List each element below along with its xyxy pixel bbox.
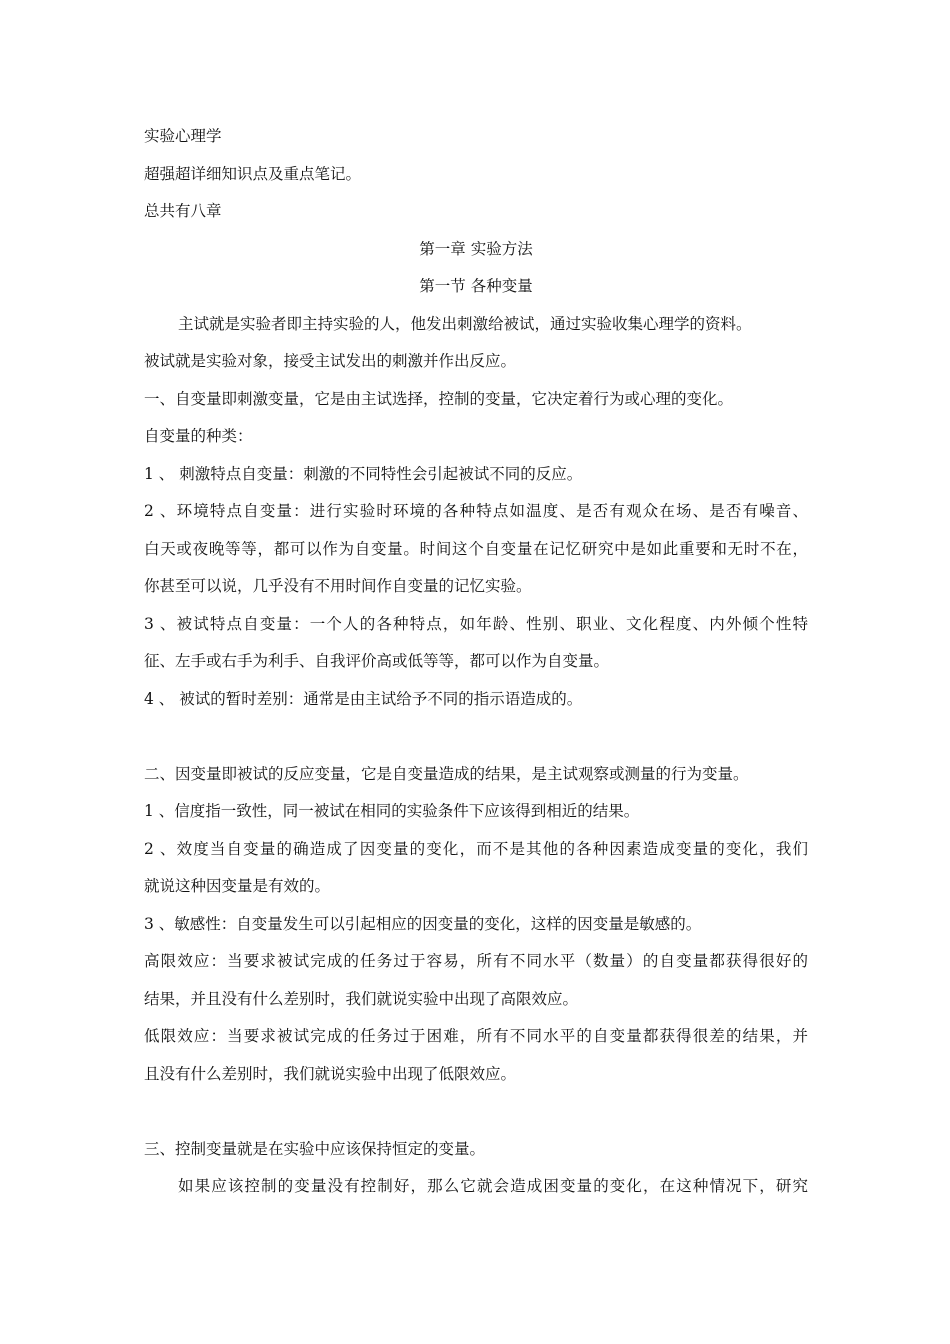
dv-item-2-line: 2 、效度当自变量的确造成了因变量的变化，而不是其他的各种因素造成变量的变化，我们	[144, 839, 808, 858]
independent-variable-definition: 一、自变量即刺激变量，它是由主试选择，控制的变量，它决定着行为或心理的变化。	[144, 389, 734, 408]
chapter-heading: 第一章 实验方法	[419, 239, 533, 258]
paragraph-gap	[144, 718, 808, 756]
floor-effect-line: 低限效应：当要求被试完成的任务过于困难，所有不同水平的自变量都获得很差的结果，并	[144, 1027, 808, 1045]
iv-item-2-line: 2 、环境特点自变量：进行实验时环境的各种特点如温度、是否有观众在场、是否有噪音、	[144, 502, 808, 520]
floor-effect-line: 且没有什么差别时，我们就说实验中出现了低限效应。	[144, 1064, 517, 1083]
intro-paragraph-line: 被试就是实验对象，接受主试发出的刺激并作出反应。	[144, 352, 517, 370]
dv-item-2-line: 就说这种因变量是有效的。	[144, 877, 331, 895]
iv-types-title: 自变量的种类：	[144, 427, 253, 445]
iv-item-4: 4 、 被试的暂时差别：通常是由主试给予不同的指示语造成的。	[144, 689, 583, 708]
chapters-total: 总共有八章	[144, 202, 222, 220]
iv-item-3-line: 征、左手或右手为利手、自我评价高或低等等，都可以作为自变量。	[144, 652, 610, 670]
ceiling-effect-line: 结果，并且没有什么差别时，我们就说实验中出现了高限效应。	[144, 989, 579, 1008]
document-title: 实验心理学	[144, 127, 222, 145]
document-page	[144, 118, 808, 1206]
section-heading: 第一节 各种变量	[419, 277, 533, 295]
dv-item-1: 1 、信度指一致性，同一被试在相同的实验条件下应该得到相近的结果。	[144, 802, 640, 820]
iv-item-3-line: 3 、被试特点自变量：一个人的各种特点，如年龄、性别、职业、文化程度、内外倾个性特	[144, 614, 808, 633]
intro-paragraph-line: 主试就是实验者即主持实验的人，他发出刺激给被试，通过实验收集心理学的资料。	[178, 314, 752, 333]
dv-item-3: 3 、敏感性：自变量发生可以引起相应的因变量的变化，这样的因变量是敏感的。	[144, 914, 702, 933]
document-subtitle: 超强超详细知识点及重点笔记。	[144, 164, 362, 183]
iv-item-2-line: 白天或夜晚等等，都可以作为自变量。时间这个自变量在记忆研究中是如此重要和无时不在，	[144, 539, 808, 558]
control-variable-definition: 三、控制变量就是在实验中应该保持恒定的变量。	[144, 1139, 486, 1158]
dependent-variable-definition: 二、因变量即被试的反应变量，它是自变量造成的结果，是主试观察或测量的行为变量。	[144, 764, 749, 783]
ceiling-effect-line: 高限效应：当要求被试完成的任务过于容易，所有不同水平（数量）的自变量都获得很好的	[144, 952, 808, 970]
iv-item-1: 1 、 刺激特点自变量：刺激的不同特性会引起被试不同的反应。	[144, 464, 583, 483]
control-variable-paragraph-line: 如果应该控制的变量没有控制好，那么它就会造成困变量的变化，在这种情况下，研究	[178, 1177, 808, 1195]
paragraph-gap	[144, 1093, 808, 1131]
iv-item-2-line: 你甚至可以说，几乎没有不用时间作自变量的记忆实验。	[144, 577, 532, 595]
